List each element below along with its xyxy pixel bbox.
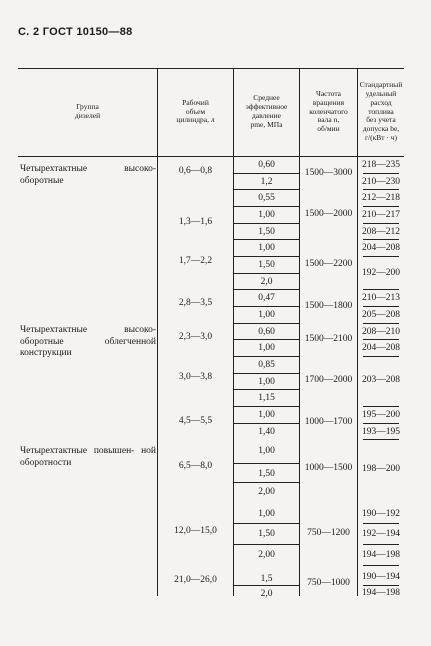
- consumption-cell: 210—213: [362, 293, 400, 303]
- row-divider: [233, 223, 299, 224]
- pressure-cell: 1,00: [258, 509, 275, 519]
- group-label: Четырехтактные высоко- оборотные: [20, 164, 156, 186]
- volume-cell: 2,8—3,5: [178, 298, 213, 308]
- row-divider: [233, 173, 299, 174]
- row-divider: [233, 256, 299, 257]
- volume-cell: 2,3—3,0: [178, 332, 213, 342]
- speed-cell: 750—1200: [307, 528, 350, 538]
- consumption-cell: 192—200: [362, 268, 400, 278]
- pressure-cell: 1,00: [258, 310, 275, 320]
- consumption-cell: 208—210: [362, 327, 400, 337]
- row-divider: [233, 323, 299, 324]
- pressure-cell: 0,60: [258, 160, 275, 170]
- row-divider: [363, 223, 399, 224]
- pressure-cell: 2,00: [258, 550, 275, 560]
- row-divider: [363, 239, 399, 240]
- pressure-cell: 1,2: [260, 177, 273, 187]
- row-divider: [363, 173, 399, 174]
- row-divider: [233, 273, 299, 274]
- row-divider: [233, 373, 299, 374]
- consumption-cell: 190—192: [362, 509, 400, 519]
- volume-cell: 6,5—8,0: [178, 461, 213, 471]
- column-header-volume: Рабочий объем цилиндра, л: [176, 97, 215, 125]
- speed-cell: 1500—1800: [304, 301, 353, 311]
- pressure-cell: 1,00: [258, 343, 275, 353]
- row-divider: [233, 239, 299, 240]
- column-header-pressure: Среднее эффективное давление pme, МПа: [245, 93, 288, 129]
- volume-cell: 12,0—15,0: [174, 526, 217, 536]
- page-header: С. 2 ГОСТ 10150—88: [18, 26, 133, 38]
- row-divider: [363, 565, 399, 566]
- pressure-cell: 2,0: [260, 277, 273, 287]
- row-divider: [363, 585, 399, 586]
- pressure-cell: 1,50: [258, 529, 275, 539]
- column-header-speed: Частота вращения коленчатого вала n, об/мин: [309, 89, 348, 134]
- row-divider: [363, 206, 399, 207]
- row-divider: [233, 356, 299, 357]
- pressure-cell: 1,50: [258, 260, 275, 270]
- row-divider: [233, 406, 299, 407]
- speed-cell: 750—1000: [307, 578, 350, 588]
- pressure-cell: 1,00: [258, 243, 275, 253]
- row-divider: [363, 323, 399, 324]
- consumption-cell: 205—208: [362, 310, 400, 320]
- row-divider: [233, 306, 299, 307]
- column-header-group: Группа дизелей: [74, 102, 101, 120]
- speed-cell: 1500—2000: [304, 209, 353, 219]
- consumption-cell: 218—235: [362, 160, 400, 170]
- pressure-cell: 1,00: [258, 377, 275, 387]
- consumption-cell: 194—198: [362, 588, 400, 598]
- row-divider: [363, 544, 399, 545]
- row-divider: [363, 523, 399, 524]
- consumption-cell: 210—230: [362, 177, 400, 187]
- group-label: Четырехтактные повышен- ной оборотности: [20, 446, 156, 468]
- pressure-cell: 1,5: [260, 574, 273, 584]
- column-header-consumption: Стандартный удельный расход топлива без учета допуска be, г/(кВт · ч): [359, 80, 403, 142]
- volume-cell: 21,0—26,0: [174, 575, 217, 585]
- consumption-cell: 210—217: [362, 210, 400, 220]
- consumption-cell: 212—218: [362, 193, 400, 203]
- consumption-cell: 203—208: [362, 375, 400, 385]
- speed-cell: 1500—2200: [304, 259, 353, 269]
- consumption-cell: 193—195: [362, 427, 400, 437]
- pressure-cell: 1,50: [258, 227, 275, 237]
- pressure-cell: 0,85: [258, 360, 275, 370]
- row-divider: [233, 389, 299, 390]
- row-divider: [233, 463, 299, 464]
- row-divider: [363, 189, 399, 190]
- consumption-cell: 208—212: [362, 227, 400, 237]
- speed-cell: 1500—3000: [304, 168, 353, 178]
- volume-cell: 0,6—0,8: [178, 166, 213, 176]
- pressure-cell: 1,50: [258, 469, 275, 479]
- pressure-cell: 1,00: [258, 410, 275, 420]
- consumption-cell: 198—200: [362, 464, 400, 474]
- pressure-cell: 1,40: [258, 427, 275, 437]
- row-divider: [233, 423, 299, 424]
- volume-cell: 4,5—5,5: [178, 416, 213, 426]
- pressure-cell: 1,15: [258, 393, 275, 403]
- row-divider: [233, 585, 299, 586]
- pressure-cell: 1,00: [258, 210, 275, 220]
- pressure-cell: 2,00: [258, 487, 275, 497]
- consumption-cell: 195—200: [362, 410, 400, 420]
- row-divider: [363, 439, 399, 440]
- pressure-cell: 0,55: [258, 193, 275, 203]
- consumption-cell: 192—194: [362, 529, 400, 539]
- row-divider: [363, 256, 399, 257]
- row-divider: [233, 189, 299, 190]
- speed-cell: 1000—1700: [304, 417, 353, 427]
- speed-cell: 1000—1500: [304, 463, 353, 473]
- row-divider: [233, 339, 299, 340]
- volume-cell: 1,3—1,6: [178, 217, 213, 227]
- row-divider: [363, 356, 399, 357]
- row-divider: [233, 482, 299, 483]
- consumption-cell: 204—208: [362, 343, 400, 353]
- pressure-cell: 0,47: [258, 293, 275, 303]
- speed-cell: 1700—2000: [304, 375, 353, 385]
- speed-cell: 1500—2100: [304, 334, 353, 344]
- row-divider: [363, 306, 399, 307]
- consumption-cell: 190—194: [362, 572, 400, 582]
- pressure-cell: 2,0: [260, 589, 273, 599]
- row-divider: [233, 523, 299, 524]
- row-divider: [363, 339, 399, 340]
- row-divider: [363, 406, 399, 407]
- row-divider: [363, 289, 399, 290]
- consumption-cell: 194—198: [362, 550, 400, 560]
- row-divider: [233, 544, 299, 545]
- row-divider: [363, 423, 399, 424]
- volume-cell: 1,7—2,2: [178, 256, 213, 266]
- pressure-cell: 0,60: [258, 327, 275, 337]
- volume-cell: 3,0—3,8: [178, 372, 213, 382]
- pressure-cell: 1,00: [258, 446, 275, 456]
- group-label: Четырехтактные высоко- оборотные облегченной конструкции: [20, 325, 156, 358]
- row-divider: [233, 289, 299, 290]
- consumption-cell: 204—208: [362, 243, 400, 253]
- header-bottom-border: [18, 156, 404, 157]
- fuel-consumption-table: [18, 68, 404, 599]
- row-divider: [233, 206, 299, 207]
